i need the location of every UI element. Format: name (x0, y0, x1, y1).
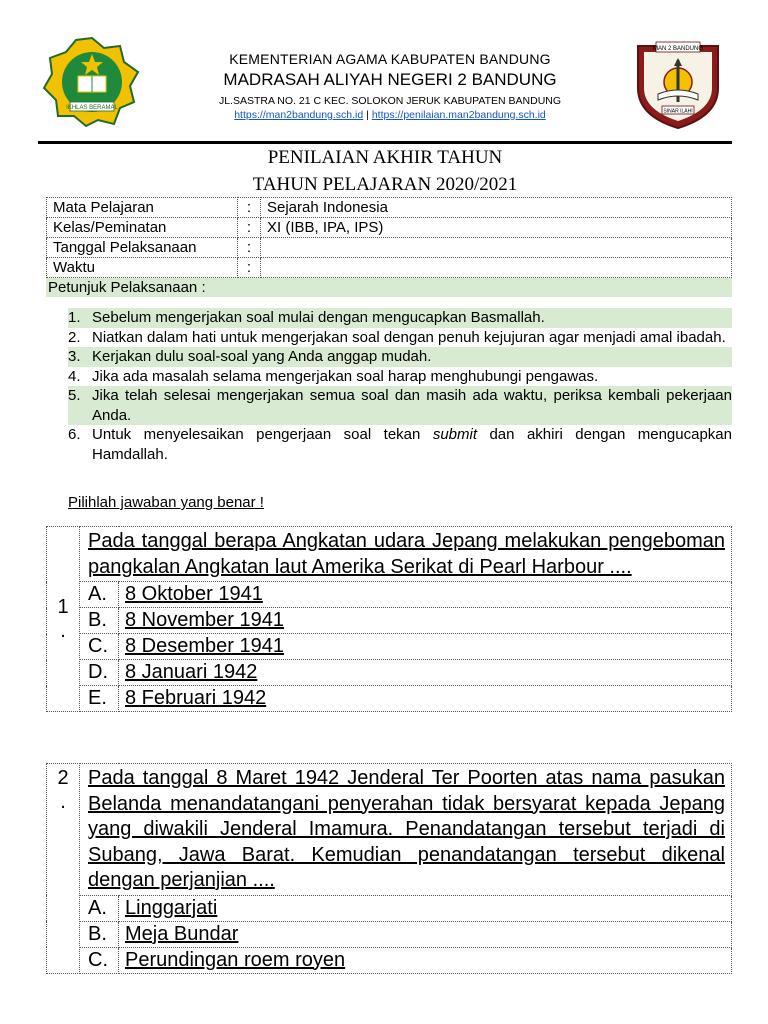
question-number (47, 527, 80, 712)
option-text[interactable]: 8 Januari 1942 (119, 660, 732, 686)
instruction-number: 3. (68, 348, 81, 365)
school-name: MADRASAH ALIYAH NEGERI 2 BANDUNG (223, 70, 557, 89)
school-logo-bottom-text: SINAR ILAHI (663, 108, 693, 115)
link-separator: | (366, 109, 369, 121)
instruction-text: Jika ada masalah selama mengerjakan soal harap menghubungi pengawas. (92, 367, 599, 385)
info-label: Tanggal Pelaksanaan (47, 238, 238, 258)
answer-option[interactable] (47, 686, 732, 712)
option-text[interactable]: 8 Oktober 1941 (119, 582, 732, 608)
instruction-item (68, 367, 732, 387)
option-letter: B. (80, 608, 119, 634)
option-text[interactable]: 8 Februari 1942 (119, 686, 732, 712)
instruction-item (68, 328, 732, 348)
info-colon: : (238, 238, 261, 258)
info-colon: : (238, 218, 261, 238)
instruction-number: 6. (68, 426, 81, 443)
kemenag-logo-text: IKHLAS BERAMAL (66, 105, 118, 111)
option-letter: C. (80, 634, 119, 660)
answer-option[interactable] (47, 921, 732, 947)
question-number-dot: . (60, 791, 66, 813)
option-letter: C. (80, 947, 119, 973)
question-number (47, 764, 80, 974)
school-links (150, 108, 630, 122)
answer-option[interactable] (47, 895, 732, 921)
answer-option[interactable] (47, 608, 732, 634)
option-text[interactable]: 8 Desember 1941 (119, 634, 732, 660)
instruction-number: 1. (68, 309, 81, 326)
school-logo (632, 38, 724, 130)
instruction-text (92, 426, 732, 463)
answer-instruction: Pilihlah jawaban yang benar ! (68, 494, 264, 511)
instruction-number: 4. (68, 367, 81, 385)
instruction-text-before: Untuk menyelesaikan pengerjaan soal tekan (92, 426, 433, 443)
option-letter: A. (80, 582, 119, 608)
question-number-digit: 1 (57, 596, 69, 618)
answer-option[interactable] (47, 634, 732, 660)
option-text[interactable]: Linggarjati (119, 895, 732, 921)
info-label: Waktu (47, 258, 238, 278)
instruction-item (68, 308, 732, 328)
info-row (47, 238, 732, 258)
info-row (47, 218, 732, 238)
instructions-list (68, 308, 732, 464)
info-value (261, 258, 732, 278)
info-colon: : (238, 198, 261, 218)
ministry-name: KEMENTERIAN AGAMA KABUPATEN BANDUNG (229, 51, 551, 67)
kemenag-logo (42, 36, 142, 128)
instruction-text: Jika telah selesai mengerjakan semua soal dan masih ada waktu, periksa kembali pekerjaan Anda. (92, 387, 732, 424)
instruction-item (68, 386, 732, 425)
question-number-dot: . (60, 620, 66, 642)
assessment-link[interactable]: https://penilaian.man2bandung.sch.id (371, 109, 546, 121)
instruction-text-emphasis: submit (432, 426, 477, 443)
question-2 (46, 763, 732, 974)
info-value (261, 238, 732, 258)
option-letter: E. (80, 686, 119, 712)
letterhead (0, 0, 768, 140)
instruction-text-after: dan akhiri dengan mengucapkan Hamdallah. (92, 426, 732, 463)
exam-title: PENILAIAN AKHIR TAHUN (267, 147, 503, 168)
school-address: JL.SASTRA NO. 21 C KEC. SOLOKON JERUK KABUPATEN BANDUNG (218, 95, 562, 107)
instruction-item (68, 425, 732, 464)
answer-option[interactable] (47, 660, 732, 686)
info-label: Mata Pelajaran (47, 198, 238, 218)
info-value: XI (IBB, IPA, IPS) (261, 218, 732, 238)
option-letter: D. (80, 660, 119, 686)
school-logo-top-text: MAN 2 BANDUNG (652, 46, 704, 52)
instruction-text: Sebelum mengerjakan soal mulai dengan mengucapkan Basmallah. (92, 309, 545, 326)
option-text[interactable]: Meja Bundar (119, 921, 732, 947)
option-letter: B. (80, 921, 119, 947)
instructions-heading: Petunjuk Pelaksanaan : (46, 278, 732, 297)
header-divider (38, 141, 732, 144)
question-text: Pada tanggal berapa Angkatan udara Jepang melakukan pengeboman pangkalan Angkatan laut Amerika Serikat di Pearl Harbour .... (80, 527, 732, 582)
exam-info-table (46, 197, 732, 278)
option-text[interactable]: 8 November 1941 (119, 608, 732, 634)
question-1 (46, 526, 732, 712)
instruction-number: 5. (68, 387, 81, 404)
answer-option[interactable] (47, 947, 732, 973)
info-label: Kelas/Peminatan (47, 218, 238, 238)
question-text: Pada tanggal 8 Maret 1942 Jenderal Ter Poorten atas nama pasukan Belanda menandatangani penyerahan tidak bersyarat kepada Jepang yang diwakili Jenderal Imamura. Penandatangan tersebut terjadi di Subang, Jawa Barat. Kemudian penandatangan tersebut dikenal dengan perjanjian .... (80, 764, 732, 896)
instruction-number: 2. (68, 328, 81, 346)
instruction-item (68, 347, 732, 367)
info-value: Sejarah Indonesia (261, 198, 732, 218)
info-row (47, 258, 732, 278)
answer-option[interactable] (47, 582, 732, 608)
option-letter: A. (80, 895, 119, 921)
website-link[interactable]: https://man2bandung.sch.id (234, 109, 364, 121)
instruction-text: Kerjakan dulu soal-soal yang Anda anggap mudah. (92, 348, 432, 365)
question-number-digit: 2 (57, 767, 69, 789)
info-row (47, 198, 732, 218)
option-text[interactable]: Perundingan roem royen (119, 947, 732, 973)
academic-year: TAHUN PELAJARAN 2020/2021 (252, 174, 518, 195)
info-colon: : (238, 258, 261, 278)
instruction-text: Niatkan dalam hati untuk mengerjakan soal dengan penuh kejujuran agar menjadi amal ibadah. (92, 328, 726, 346)
